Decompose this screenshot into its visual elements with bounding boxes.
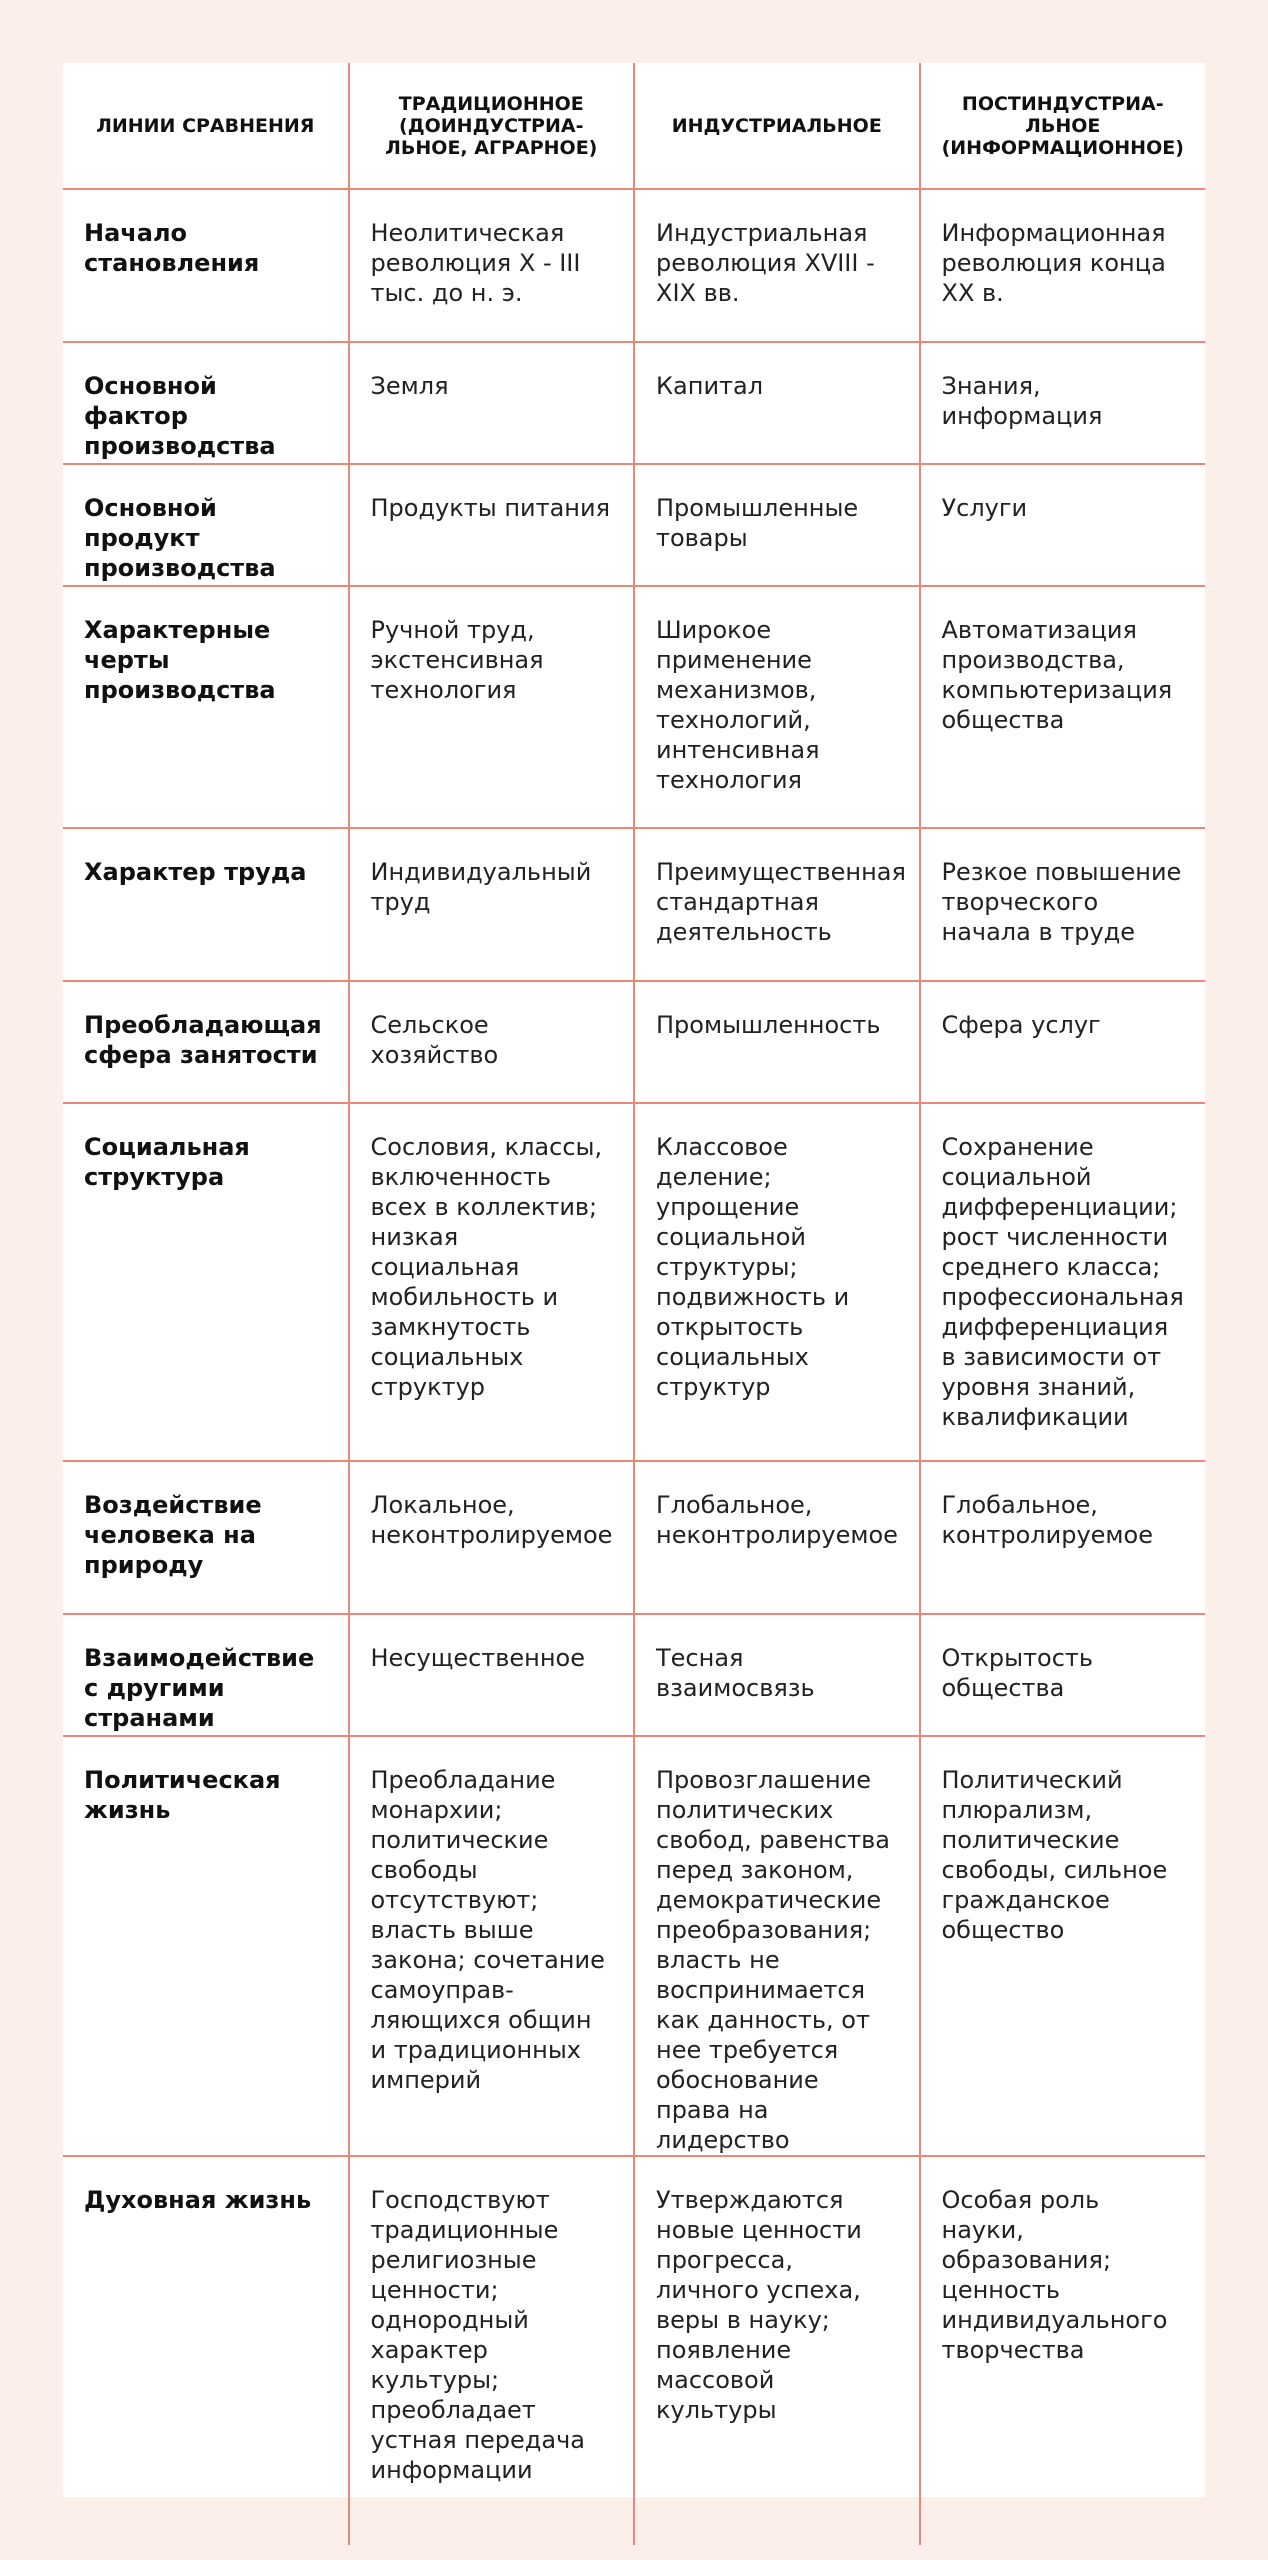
cell-traditional: Ручной труд, экстенсивная технология [349, 586, 635, 828]
cell-traditional: Сельское хозяйство [349, 981, 635, 1103]
cell-postindustrial: Резкое повышение творческого начала в труде [920, 828, 1206, 981]
cell-traditional: Сословия, классы, включенность всех в коллектив; низкая социальная мобильность и замкнутость социальных структур [349, 1103, 635, 1461]
table-row [63, 2156, 1205, 2545]
header-comparison-lines: ЛИНИИ СРАВНЕНИЯ [63, 63, 349, 189]
cell-postindustrial: Особая роль науки, образования; ценность индивидуального творчества [920, 2156, 1206, 2545]
table-row [63, 981, 1205, 1103]
row-label: Взаимодействие с другими странами [63, 1614, 349, 1736]
table-row [63, 586, 1205, 828]
header-row [63, 63, 1205, 189]
cell-traditional: Земля [349, 342, 635, 464]
table-row [63, 464, 1205, 586]
cell-postindustrial: Знания, информация [920, 342, 1206, 464]
row-label: Политическая жизнь [63, 1736, 349, 2156]
cell-postindustrial: Глобальное, контролируемое [920, 1461, 1206, 1614]
cell-postindustrial: Сохранение социальной дифференциации; рост численности среднего класса; профессиональная дифференциация в зависимости от уровня знаний, квалификации [920, 1103, 1206, 1461]
cell-traditional: Неолитическая революция X - III тыс. до н. э. [349, 189, 635, 342]
table-row [63, 189, 1205, 342]
row-label: Духовная жизнь [63, 2156, 349, 2545]
row-label: Воздействие человека на природу [63, 1461, 349, 1614]
cell-postindustrial: Политический плюрализм, политические свободы, сильное гражданское общество [920, 1736, 1206, 2156]
table-row [63, 342, 1205, 464]
cell-postindustrial: Сфера услуг [920, 981, 1206, 1103]
row-label: Преобладающая сфера занятости [63, 981, 349, 1103]
table-row [63, 1614, 1205, 1736]
row-label: Характер труда [63, 828, 349, 981]
cell-traditional: Продукты питания [349, 464, 635, 586]
table-row [63, 1461, 1205, 1614]
cell-industrial: Капитал [634, 342, 920, 464]
cell-industrial: Преимущественная стандартная деятельность [634, 828, 920, 981]
comparison-card [63, 63, 1205, 2497]
cell-traditional: Несущественное [349, 1614, 635, 1736]
cell-traditional: Господствуют традиционные религиозные ценности; однородный характер культуры; преобладает устная передача информации [349, 2156, 635, 2545]
row-label: Начало становления [63, 189, 349, 342]
row-label: Социальная структура [63, 1103, 349, 1461]
cell-industrial: Промышленные товары [634, 464, 920, 586]
cell-industrial: Широкое применение механизмов, технологий, интенсивная технология [634, 586, 920, 828]
cell-postindustrial: Автоматизация производства, компьютеризация общества [920, 586, 1206, 828]
table-row [63, 1736, 1205, 2156]
cell-postindustrial: Информационная революция конца XX в. [920, 189, 1206, 342]
cell-traditional: Преобладание монархии; политические свободы отсутствуют; власть выше закона; сочетание самоуправ-ляющихся общин и традиционных империй [349, 1736, 635, 2156]
cell-industrial: Глобальное, неконтролируемое [634, 1461, 920, 1614]
cell-postindustrial: Услуги [920, 464, 1206, 586]
cell-postindustrial: Открытость общества [920, 1614, 1206, 1736]
cell-industrial: Провозглашение политических свобод, равенства перед законом, демократические преобразования; власть не воспринимается как данность, от нее требуется обоснование права на лидерство [634, 1736, 920, 2156]
cell-industrial: Индустриальная революция XVIII - XIX вв. [634, 189, 920, 342]
header-postindustrial: ПОСТИНДУСТРИА-ЛЬНОЕ (ИНФОРМАЦИОННОЕ) [920, 63, 1206, 189]
table-row [63, 1103, 1205, 1461]
cell-industrial: Классовое деление; упрощение социальной структуры; подвижность и открытость социальных структур [634, 1103, 920, 1461]
row-label: Основной продукт производства [63, 464, 349, 586]
cell-traditional: Индивидуальный труд [349, 828, 635, 981]
society-comparison-table [63, 63, 1205, 2545]
header-industrial: ИНДУСТРИАЛЬНОЕ [634, 63, 920, 189]
row-label: Характерные черты производства [63, 586, 349, 828]
cell-industrial: Промышленность [634, 981, 920, 1103]
row-label: Основной фактор производства [63, 342, 349, 464]
table-row [63, 828, 1205, 981]
cell-traditional: Локальное, неконтролируемое [349, 1461, 635, 1614]
cell-industrial: Утверждаются новые ценности прогресса, личного успеха, веры в науку; появление массовой культуры [634, 2156, 920, 2545]
cell-industrial: Тесная взаимосвязь [634, 1614, 920, 1736]
header-traditional: ТРАДИЦИОННОЕ (ДОИНДУСТРИА-ЛЬНОЕ, АГРАРНОЕ) [349, 63, 635, 189]
